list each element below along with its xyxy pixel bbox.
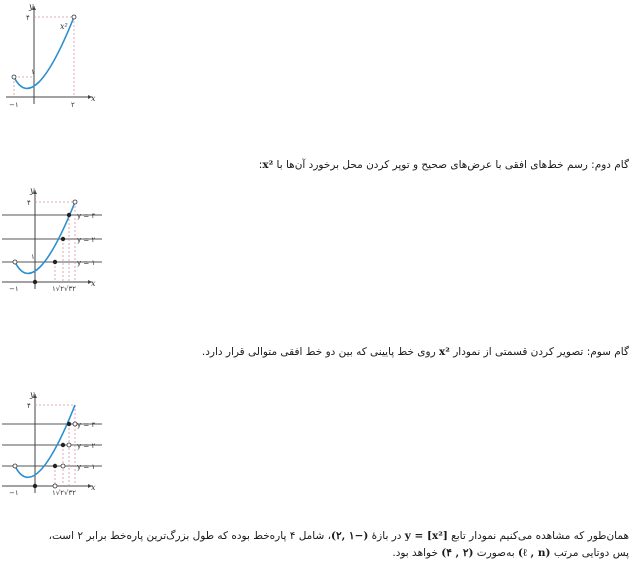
- figure-floor-graph: [0, 389, 110, 499]
- mark-one: ۱: [31, 68, 35, 76]
- line-label-y1: y = ۱: [77, 259, 96, 267]
- conclusion-paragraph: [49, 528, 629, 562]
- open-endpoint: [61, 464, 65, 468]
- step2-text: گام دوم: رسم خط‌های افقی با عرض‌های صحیح و توپر کردن محل برخورد آن‌ها با x²:: [258, 159, 629, 171]
- line-label-y2: y = ۲: [77, 442, 96, 450]
- line-label-y3: y = ۳: [77, 212, 96, 220]
- mark-one: ۱: [31, 253, 35, 261]
- closed-endpoint: [33, 484, 37, 488]
- open-endpoint: [53, 484, 57, 488]
- pair-expr: (ℓ , n): [518, 547, 551, 559]
- conclusion-line-2: پس دوتایی مرتب (ℓ , n) به‌صورت (۲ , ۴) خواهد بود.: [392, 547, 629, 559]
- x-tick-roots: ۱√۲√۳۲: [52, 285, 76, 293]
- x-axis-label: x: [91, 483, 96, 492]
- y-axis-label: y: [30, 390, 35, 399]
- y-axis-label: y: [30, 186, 35, 195]
- closed-endpoint: [67, 422, 71, 426]
- y-tick-4: ۴: [27, 402, 31, 410]
- step3-expr: x²: [439, 346, 450, 358]
- x-axis-label: x: [91, 279, 96, 288]
- y-tick-4: ۴: [26, 14, 30, 22]
- y-axis-label: y: [29, 2, 34, 11]
- x-tick-neg1: −۱: [9, 285, 19, 293]
- curve-label: x²: [60, 22, 68, 31]
- closed-endpoint: [53, 464, 57, 468]
- open-endpoint: [72, 15, 76, 19]
- open-endpoint: [13, 260, 17, 264]
- closed-endpoint: [61, 443, 65, 447]
- intersection-dot: [33, 280, 37, 284]
- open-endpoint: [13, 464, 17, 468]
- intersection-dot: [61, 237, 65, 241]
- x-tick-2: ۲: [71, 101, 75, 109]
- figure-horizontal-lines: [0, 183, 110, 293]
- interval-expr: (−۱ ,۲): [331, 530, 369, 542]
- open-endpoint: [12, 75, 16, 79]
- intersection-dot: [67, 213, 71, 217]
- step3-text: گام سوم: تصویر کردن قسمتی از نمودار x² روی خط پایینی که بین دو خط افقی متوالی قرار دارد.: [201, 346, 629, 358]
- y-tick-4: ۴: [27, 199, 31, 207]
- line-label-y1: y = ۱: [77, 463, 96, 471]
- func-expr: y = [x²]: [404, 530, 448, 542]
- x-tick-neg1: −۱: [9, 489, 19, 497]
- line-label-y2: y = ۲: [77, 236, 96, 244]
- open-endpoint: [73, 200, 77, 204]
- conclusion-line-1: همان‌طور که مشاهده می‌کنیم نمودار تابع y = [x²] در بازهٔ (−۱ ,۲)، شامل ۴ پاره‌خط بوده که طول بزرگ‌ترین پاره‌خط برابر ۲ است،: [48, 530, 629, 542]
- x-axis-label: x: [91, 94, 96, 103]
- line-label-y3: y = ۳: [77, 421, 96, 429]
- parabola-curve: [15, 202, 75, 273]
- x-tick-roots: ۱√۲√۳۲: [52, 489, 76, 497]
- x-tick-neg1: −۱: [9, 101, 19, 109]
- figure-parabola: [0, 0, 100, 110]
- open-endpoint: [67, 443, 71, 447]
- intersection-dot: [53, 260, 57, 264]
- step2-expr: x²: [262, 159, 274, 171]
- pair-value: (۲ , ۴): [441, 547, 474, 559]
